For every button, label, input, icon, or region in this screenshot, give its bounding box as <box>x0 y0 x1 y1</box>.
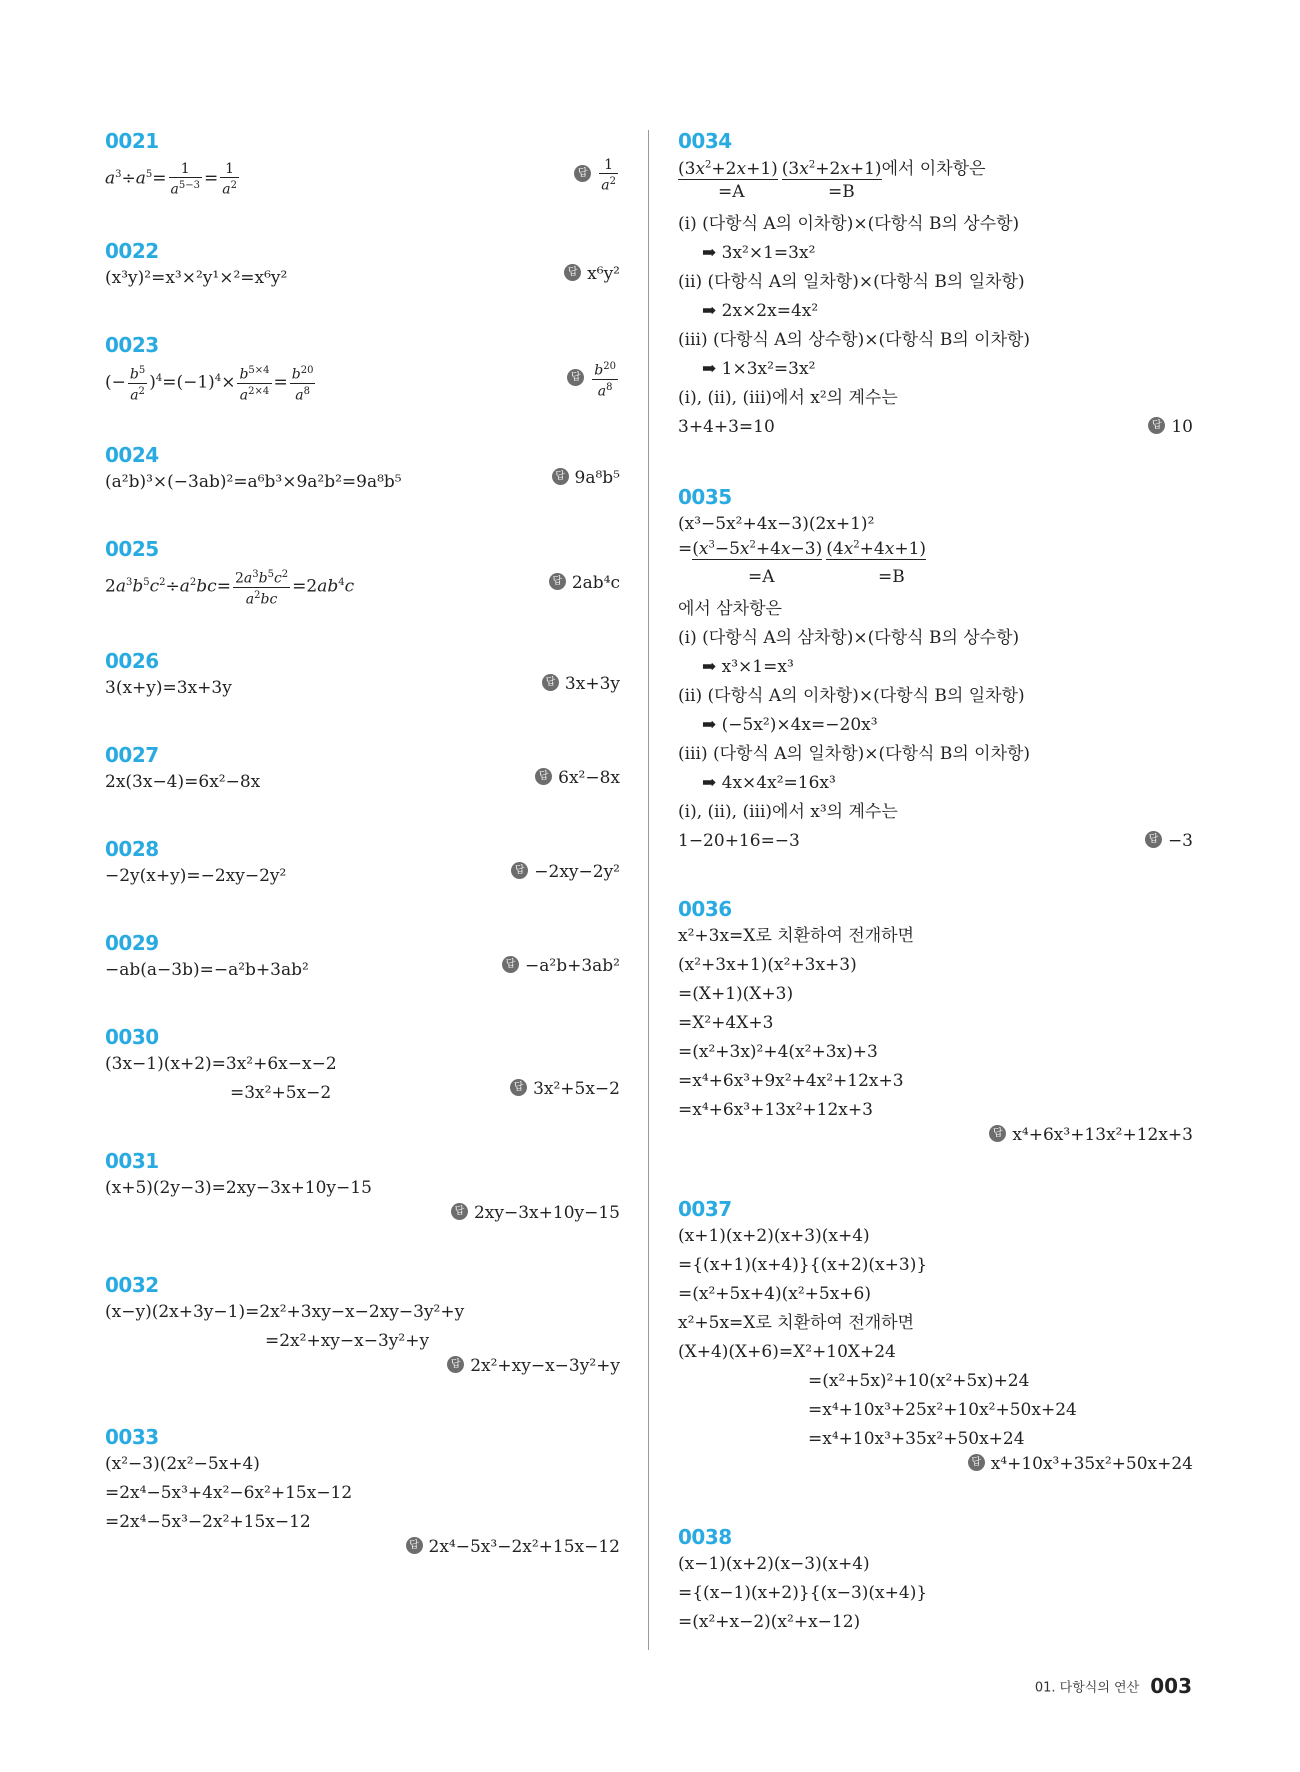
solution-line: (ⅱ) (다항식 A의 일차항)×(다항식 B의 일차항) <box>678 272 1025 292</box>
problem-0023 <box>105 332 620 404</box>
solution-line: ={(x−1)(x+2)}{(x−3)(x+4)} <box>678 1583 928 1603</box>
problem-number: 0021 <box>105 129 159 153</box>
problem-0022 <box>105 238 620 293</box>
solution-line: =(x²+5x)²+10(x²+5x)+24 <box>808 1371 1030 1391</box>
answer-badge-icon: 답 <box>574 165 591 182</box>
problem-0024 <box>105 442 620 497</box>
solution-line: ➡ x³×1=x³ <box>702 657 794 677</box>
answer: 답 2ab⁴c <box>549 562 620 604</box>
solution-line: ={(x+1)(x+4)}{(x+2)(x+3)} <box>678 1255 928 1275</box>
problem-0030 <box>105 1024 620 1108</box>
problem-number: 0024 <box>105 443 159 467</box>
solution-line: $2a^3b^5c^2\div a^2bc=$ $\frac{2a^3b^5c^2}{a^2bc}$ $=2ab^4c$ 답 2ab⁴c <box>105 562 620 604</box>
solution-line: (x+1)(x+2)(x+3)(x+4) <box>678 1226 870 1246</box>
answer: 답 2x²+xy−x−3y²+y <box>447 1356 620 1376</box>
solution-line: (x²−3)(2x²−5x+4) <box>105 1454 260 1474</box>
solution-line: (ⅰ) (다항식 A의 삼차항)×(다항식 B의 상수항) <box>678 628 1020 648</box>
answer-badge-icon: 답 <box>567 369 584 386</box>
solution-line: −2y(x+y)=−2xy−2y² <box>105 866 287 886</box>
solution-line: ➡ 1×3x²=3x² <box>702 359 816 379</box>
solution-line: (ⅲ) (다항식 A의 상수항)×(다항식 B의 이차항) <box>678 330 1031 350</box>
solution-line: −ab(a−3b)=−a²b+3ab² <box>105 960 309 980</box>
solution-line: x²+3x=X로 치환하여 전개하면 <box>678 926 915 946</box>
answer-badge-icon: 답 <box>1145 831 1162 848</box>
solution-line: ➡ (−5x²)×4x=−20x³ <box>702 715 878 735</box>
problem-0032 <box>105 1272 620 1376</box>
solution-line: ➡ 3x²×1=3x² <box>702 243 816 263</box>
answer-badge-icon: 답 <box>564 264 581 281</box>
solution-line: (ⅰ), (ⅱ), (ⅲ)에서 x²의 계수는 <box>678 388 898 408</box>
solution-line: 3(x+y)=3x+3y <box>105 678 232 698</box>
solution-line: $(3x^2+2x+1)$ $(3x^2+2x+1)$에서 이차항은 =A =B <box>678 159 986 202</box>
solution-line: (ⅰ), (ⅱ), (ⅲ)에서 x³의 계수는 <box>678 802 898 822</box>
solution-line: =2x²+xy−x−3y²+y <box>265 1331 430 1351</box>
solution-line: (ⅲ) (다항식 A의 일차항)×(다항식 B의 이차항) <box>678 744 1031 764</box>
solution-line: (x−1)(x+2)(x−3)(x+4) <box>678 1554 870 1574</box>
solution-line: 3+4+3=10 답 10 <box>678 413 1193 442</box>
answer-badge-icon: 답 <box>511 862 528 879</box>
answer-badge-icon: 답 <box>451 1203 468 1220</box>
page-footer <box>1035 1674 1192 1698</box>
problem-number: 0033 <box>105 1425 159 1449</box>
solution-line: =X²+4X+3 <box>678 1013 774 1033</box>
solution-line: =x⁴+10x³+35x²+50x+24 <box>808 1429 1025 1449</box>
problem-number: 0032 <box>105 1273 159 1297</box>
problem-0026 <box>105 648 620 703</box>
chapter-title: 01. 다항식의 연산 <box>1034 1680 1140 1696</box>
solution-line: (ⅰ) (다항식 A의 이차항)×(다항식 B의 상수항) <box>678 214 1020 234</box>
answer: 답 −a²b+3ab² <box>502 956 620 976</box>
label-b: =B <box>878 567 905 587</box>
solution-line: (− $\frac{b^5}{a^2}$ )$^4=(-1)^4\times$ $\frac{b^{5\times 4}}{a^{2\times 4}}$ = $\frac{b^{20}}{a^8}$ 답 $\frac{b^{20}}{a^8}$ <box>105 358 620 400</box>
problem-0034 <box>678 128 1193 442</box>
answer-badge-icon: 답 <box>989 1125 1006 1142</box>
problem-0028 <box>105 836 620 891</box>
answer: 답 3x+3y <box>542 674 620 694</box>
problem-number: 0034 <box>678 129 732 153</box>
problem-number: 0038 <box>678 1525 732 1549</box>
problem-0035 <box>678 484 1193 856</box>
solution-line: 2x(3x−4)=6x²−8x <box>105 772 261 792</box>
solution-line: 1−20+16=−3 답 −3 <box>678 827 1193 856</box>
problem-0037 <box>678 1196 1193 1474</box>
problem-0021 <box>105 128 620 196</box>
solution-line: (3x−1)(x+2)=3x²+6x−x−2 <box>105 1054 337 1074</box>
problem-number: 0022 <box>105 239 159 263</box>
solution-line: =3x²+5x−2 <box>230 1083 332 1103</box>
solution-line: =2x⁴−5x³+4x²−6x²+15x−12 <box>105 1483 353 1503</box>
label-a: =A <box>748 567 775 587</box>
solution-line: ➡ 2x×2x=4x² <box>702 301 819 321</box>
solution-line: =(x²+3x)²+4(x²+3x)+3 <box>678 1042 878 1062</box>
answer: 답 −2xy−2y² <box>511 862 620 882</box>
solution-line: $=(x^3-5x^2+4x-3)$ $(4x^2+4x+1)$ =A =B <box>678 539 927 587</box>
problem-number: 0028 <box>105 837 159 861</box>
problem-number: 0029 <box>105 931 159 955</box>
answer-badge-icon: 답 <box>510 1079 527 1096</box>
column-divider <box>648 130 649 1650</box>
page-number: 003 <box>1150 1674 1192 1698</box>
answer-badge-icon: 답 <box>542 674 559 691</box>
problem-number: 0037 <box>678 1197 732 1221</box>
label-a: =A <box>718 182 745 202</box>
problem-0031 <box>105 1148 620 1223</box>
solution-line: =(X+1)(X+3) <box>678 984 794 1004</box>
problem-number: 0023 <box>105 333 159 357</box>
solution-line: (x−y)(2x+3y−1)=2x²+3xy−x−2xy−3y²+y <box>105 1302 465 1322</box>
solution-line: 에서 삼차항은 <box>678 599 782 619</box>
answer: 답 6x²−8x <box>535 768 620 788</box>
answer: 답 $\frac{b^{20}}{a^8}$ <box>567 358 620 400</box>
problem-0029 <box>105 930 620 985</box>
answer-badge-icon: 답 <box>502 956 519 973</box>
solution-line: (x³y)²=x³×²y¹×²=x⁶y² <box>105 268 288 288</box>
solution-line: =(x²+5x+4)(x²+5x+6) <box>678 1284 871 1304</box>
problem-number: 0035 <box>678 485 732 509</box>
solution-line: (x²+3x+1)(x²+3x+3) <box>678 955 857 975</box>
answer: 답 2xy−3x+10y−15 <box>451 1203 620 1223</box>
answer-badge-icon: 답 <box>1148 417 1165 434</box>
answer: 답 9a⁸b⁵ <box>552 468 620 488</box>
solution-line: (ⅱ) (다항식 A의 이차항)×(다항식 B의 일차항) <box>678 686 1025 706</box>
solution-line: x²+5x=X로 치환하여 전개하면 <box>678 1313 915 1333</box>
answer: 답 x⁴+6x³+13x²+12x+3 <box>989 1125 1193 1145</box>
solution-line: =(x²+x−2)(x²+x−12) <box>678 1612 861 1632</box>
solution-line: =2x⁴−5x³−2x²+15x−12 <box>105 1512 311 1532</box>
answer-badge-icon: 답 <box>535 768 552 785</box>
answer-badge-icon: 답 <box>549 573 566 590</box>
answer: 답 x⁶y² <box>564 264 620 284</box>
solution-line: (a²b)³×(−3ab)²=a⁶b³×9a²b²=9a⁸b⁵ <box>105 472 402 492</box>
solution-line: ➡ 4x×4x²=16x³ <box>702 773 836 793</box>
label-b: =B <box>828 182 855 202</box>
solution-line: (x+5)(2y−3)=2xy−3x+10y−15 <box>105 1178 372 1198</box>
problem-number: 0027 <box>105 743 159 767</box>
solution-line: (X+4)(X+6)=X²+10X+24 <box>678 1342 896 1362</box>
solution-line: =x⁴+6x³+13x²+12x+3 <box>678 1100 873 1120</box>
answer-badge-icon: 답 <box>552 468 569 485</box>
problem-0033 <box>105 1424 620 1557</box>
problem-number: 0025 <box>105 537 159 561</box>
problem-0027 <box>105 742 620 797</box>
answer: 답 x⁴+10x³+35x²+50x+24 <box>968 1454 1193 1474</box>
problem-number: 0026 <box>105 649 159 673</box>
answer: 답 2x⁴−5x³−2x²+15x−12 <box>406 1537 620 1557</box>
solution-line: =x⁴+6x³+9x²+4x²+12x+3 <box>678 1071 904 1091</box>
problem-number: 0031 <box>105 1149 159 1173</box>
problem-number: 0036 <box>678 897 732 921</box>
problem-0038 <box>678 1524 1193 1637</box>
problem-number: 0030 <box>105 1025 159 1049</box>
solution-line: $a^3\div a^5=$ $\frac{1}{a^{5-3}}$ = $\frac{1}{a^2}$ 답 $\frac{1}{a^2}$ <box>105 154 620 196</box>
solution-line: (x³−5x²+4x−3)(2x+1)² <box>678 514 875 534</box>
answer-badge-icon: 답 <box>406 1537 423 1554</box>
answer-badge-icon: 답 <box>447 1356 464 1373</box>
answer: 답 $\frac{1}{a^2}$ <box>574 154 620 196</box>
answer: 답 3x²+5x−2 <box>510 1079 620 1099</box>
problem-0025 <box>105 536 620 608</box>
problem-0036 <box>678 896 1193 1145</box>
answer: 답 −3 <box>1145 827 1193 856</box>
answer-badge-icon: 답 <box>968 1454 985 1471</box>
answer: 답 10 <box>1148 413 1193 442</box>
solution-line: =x⁴+10x³+25x²+10x²+50x+24 <box>808 1400 1077 1420</box>
